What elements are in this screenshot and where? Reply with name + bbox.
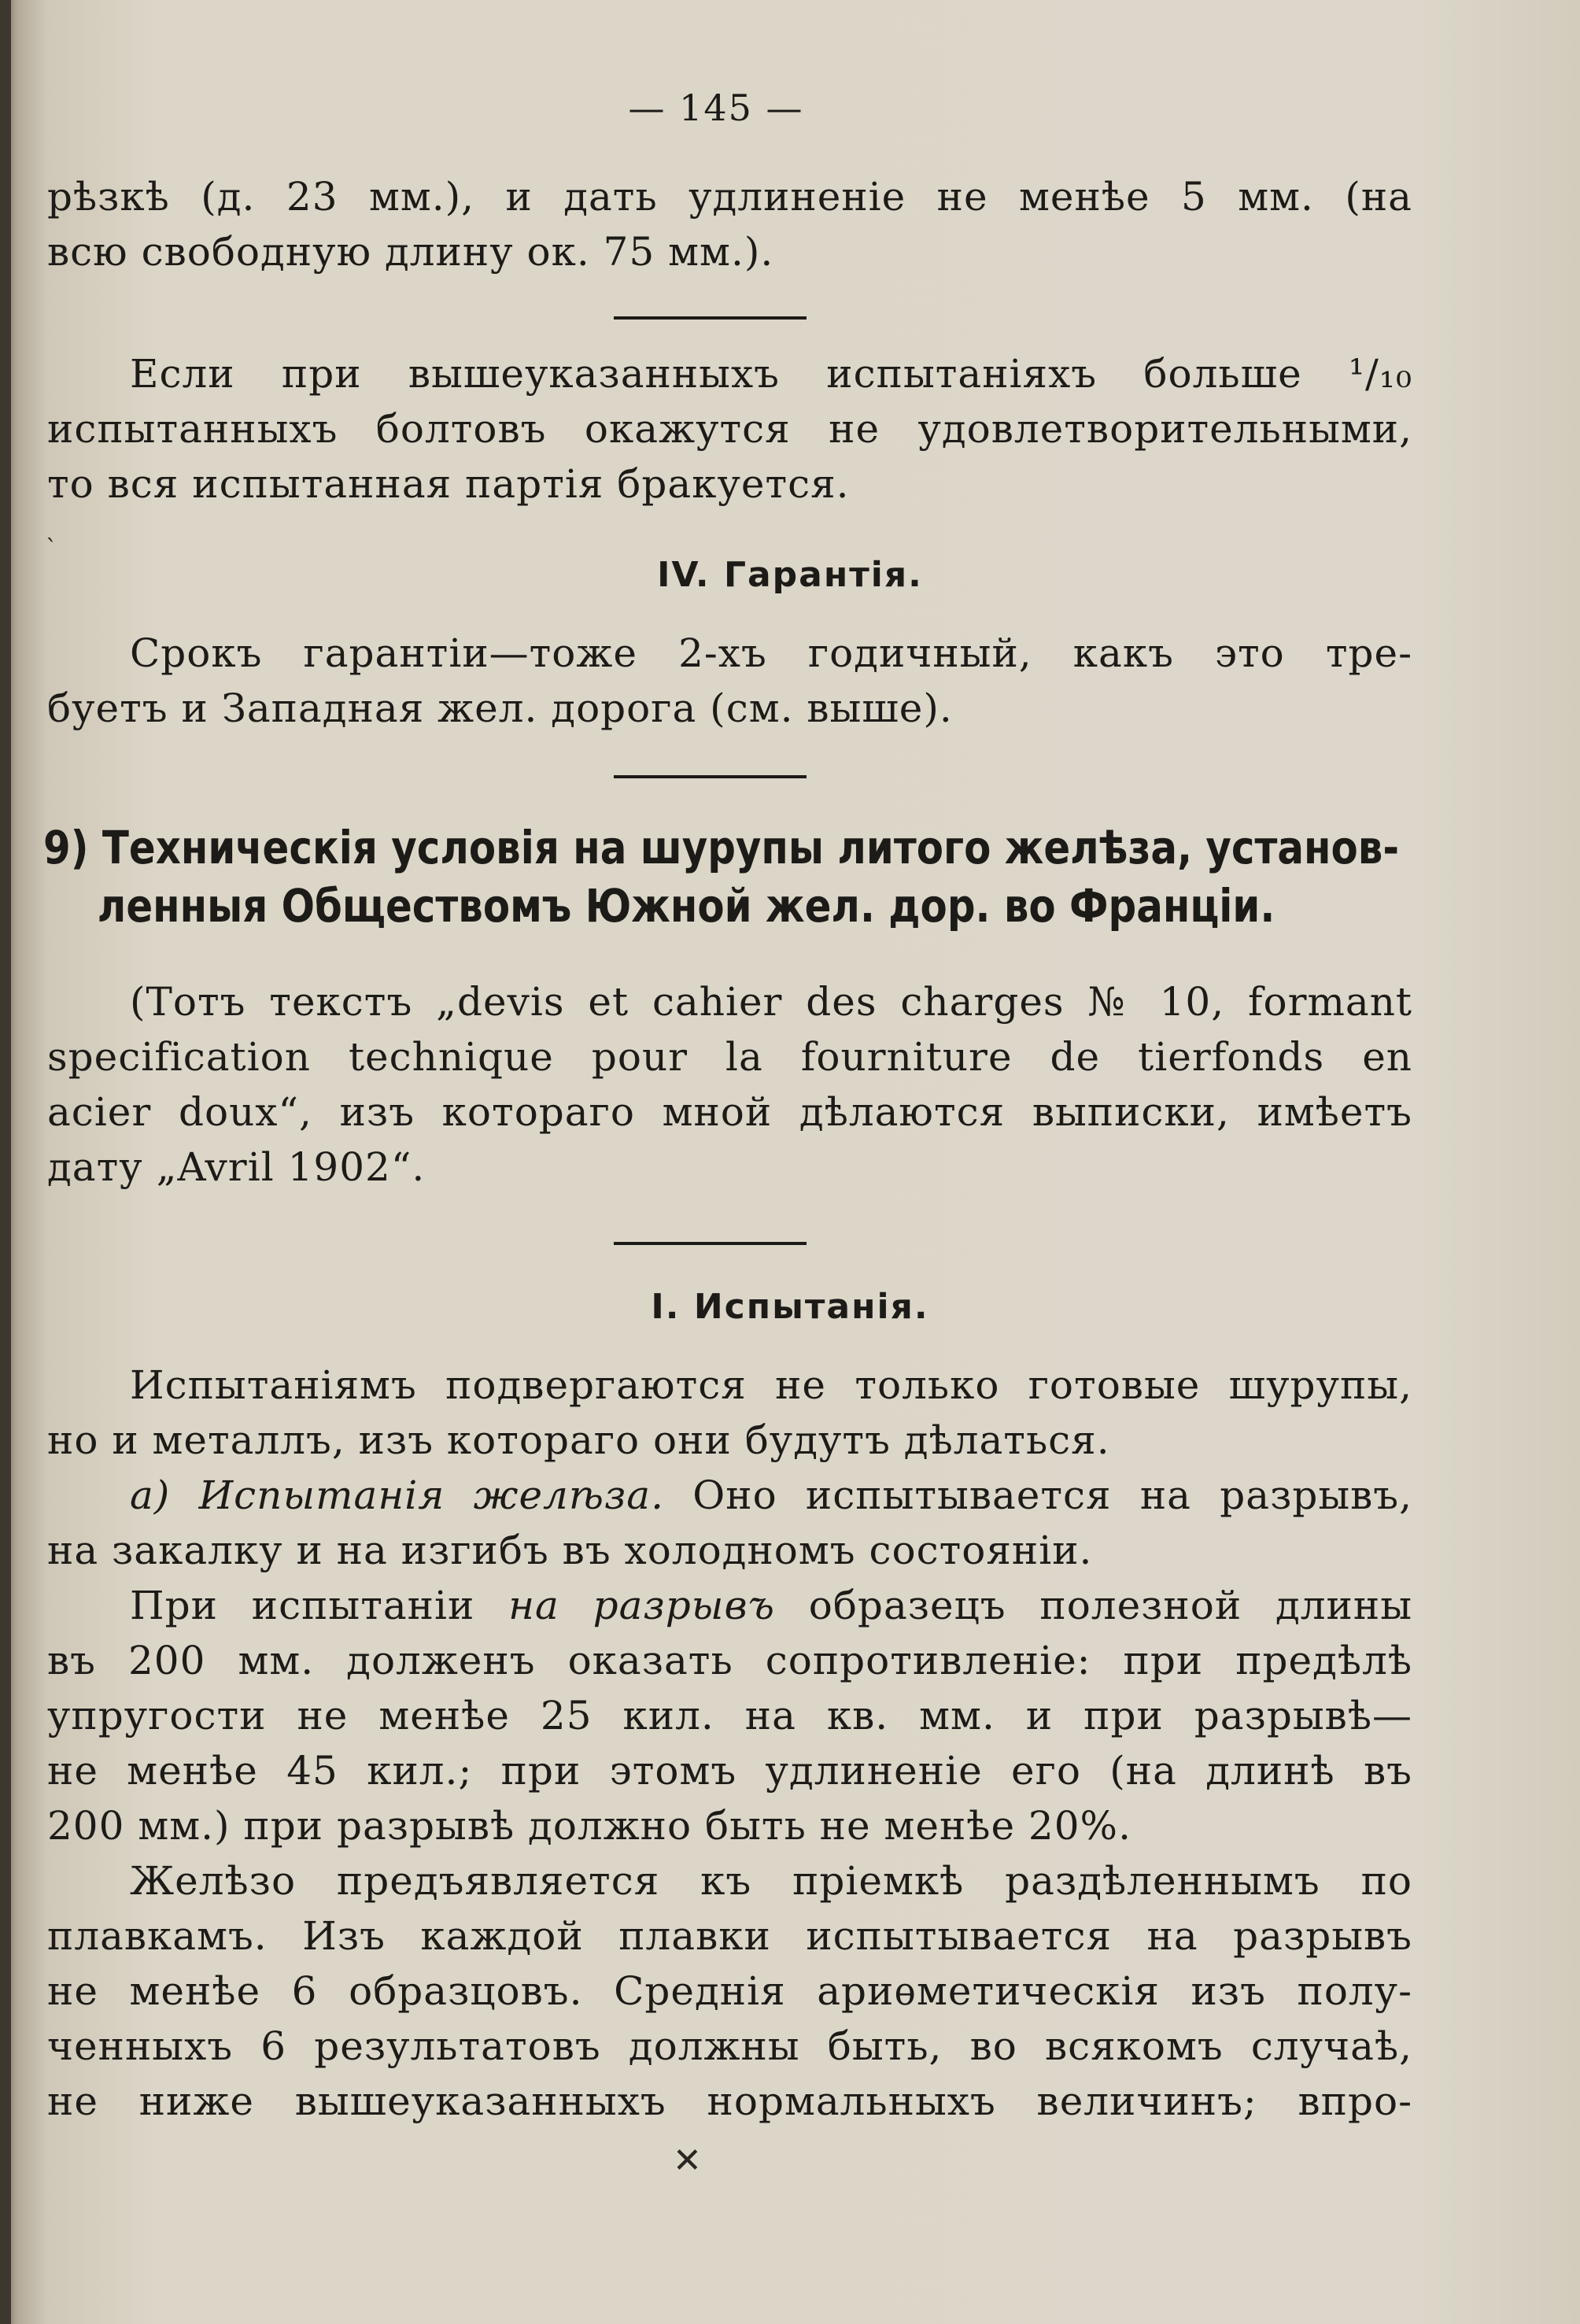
text-fragment: При испытаніи — [130, 1583, 509, 1628]
paragraph-iron-tests — [47, 1468, 1412, 1578]
text-line: всю свободную длину ок. 75 мм.). — [47, 229, 774, 275]
text-line: 200 мм.) при разрывѣ должно быть не менѣе 20%. — [47, 1803, 1131, 1849]
emphasis-text: на разрывъ — [508, 1583, 775, 1628]
text-line: Если при вышеуказанныхъ испытаніяхъ больше ¹/₁₀ — [130, 351, 1412, 397]
text-line: acier doux“, изъ котораго мной дѣлаются выписки, имѣетъ — [47, 1089, 1412, 1135]
text-line: Испытаніямъ подвергаются не только готовые шурупы, — [130, 1362, 1412, 1408]
text-line: въ 200 мм. долженъ оказать сопротивленіе: при предѣлѣ — [47, 1638, 1412, 1683]
text-line: не менѣе 45 кил.; при этомъ удлиненіе его (на длинѣ въ — [47, 1748, 1412, 1794]
text-line — [47, 1468, 1412, 1523]
text-line: specification technique pour la fourniture de tierfonds en — [47, 1034, 1412, 1080]
section-heading-guarantee: IV. Гарантія. — [657, 555, 923, 595]
text-line: дату „Avril 1902“. — [47, 1144, 426, 1190]
text-line: но и металлъ, изъ котораго они будутъ дѣлаться. — [47, 1417, 1110, 1463]
text-line — [47, 1578, 1412, 1633]
text-line: не ниже вышеуказанныхъ нормальныхъ величинъ; впро- — [47, 2078, 1412, 2124]
paragraph-melt-batches — [47, 1853, 1412, 2129]
separator-rule — [614, 1242, 807, 1245]
text-line: испытанныхъ болтовъ окажутся не удовлетворительными, — [47, 406, 1412, 452]
text-line: плавкамъ. Изъ каждой плавки испытывается на разрывъ — [47, 1913, 1412, 1959]
heading-line: 9) Техническія условія на шурупы литого желѣза, установ- — [43, 821, 1400, 874]
text-line: буетъ и Западная жел. дорога (см. выше). — [47, 685, 953, 731]
footer-mark: ✕ — [673, 2141, 702, 2181]
text-line: рѣзкѣ (д. 23 мм.), и дать удлиненіе не менѣе 5 мм. (на — [47, 174, 1412, 220]
chapter-heading — [43, 818, 1400, 935]
text-line: Желѣзо предъявляется къ пріемкѣ раздѣленнымъ по — [130, 1858, 1412, 1904]
text-fragment: образецъ полезной длины — [774, 1583, 1412, 1628]
paragraph-tests-intro — [47, 1358, 1412, 1468]
text-line: Срокъ гарантіи—тоже 2-хъ годичный, какъ это тре- — [130, 630, 1412, 676]
paragraph-rupture-test — [47, 1578, 1412, 1853]
paragraph-rejection — [47, 346, 1412, 512]
section-heading-tests: I. Испытанія. — [651, 1287, 929, 1327]
heading-line: ленныя Обществомъ Южной жел. дор. во Франціи. — [97, 879, 1275, 933]
paragraph-source-note — [47, 974, 1412, 1195]
stray-mark: ˋ — [46, 535, 57, 563]
separator-rule — [614, 775, 807, 778]
text-line: упругости не менѣе 25 кил. на кв. мм. и при разрывѣ— — [47, 1693, 1412, 1738]
text-line: (Тотъ текстъ „devis et cahier des charges № 10, formant — [130, 979, 1412, 1025]
book-spine-shadow — [0, 0, 11, 2324]
page-number: — 145 — — [628, 87, 804, 129]
text-line: ченныхъ 6 результатовъ должны быть, во всякомъ случаѣ, — [47, 2023, 1412, 2069]
text-line: не менѣе 6 образцовъ. Среднія ариѳметическія изъ полу- — [47, 1968, 1412, 2014]
text-line: на закалку и на изгибъ въ холодномъ состояніи. — [47, 1528, 1093, 1573]
text-fragment: Оно испытывается на разрывъ, — [663, 1472, 1412, 1518]
text-line: то вся испытанная партія бракуется. — [47, 461, 850, 507]
paragraph-continuation — [47, 169, 1412, 279]
separator-rule — [614, 316, 807, 320]
subsection-label: a) Испытанія желѣза. — [130, 1472, 664, 1518]
paragraph-guarantee — [47, 626, 1412, 736]
